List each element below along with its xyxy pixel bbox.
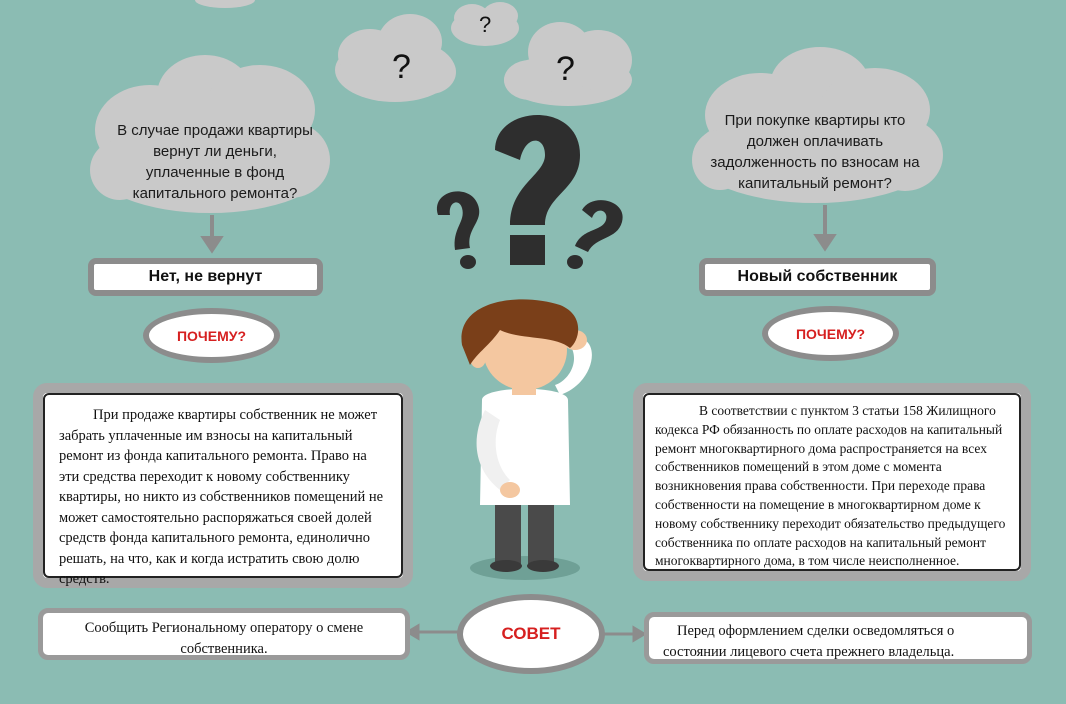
left-answer-box — [88, 258, 323, 296]
arrow-right-tip — [600, 628, 644, 640]
arrow-left-tip — [408, 626, 462, 638]
right-why-label: ПОЧЕМУ? — [795, 325, 866, 342]
left-tip-text: Сообщить Региональному оператору о смене собственника. — [84, 620, 364, 657]
arrow-down-right — [817, 205, 833, 248]
right-explanation-text: В соответствии с пунктом 3 статьи 158 Жилищного кодекса РФ обязанность по оплате расходов на капитальный ремонт многоквартирного дома распространяется на всех собственников помещений в этом доме с момента возникновения права собственности. При переходе права собственности на помещение в многоквартирном доме к новому собственнику переходит обязательство предыдущего собственника по оплате расходов на капитальный ремонт многоквартирного дома, в том числе неисполненное. — [655, 403, 1006, 569]
small-question-mark-left-icon — [437, 191, 479, 269]
advice-oval — [457, 594, 605, 674]
advice-label: СОВЕТ — [501, 624, 561, 643]
small-question-mark-right-icon — [567, 200, 623, 269]
right-question-text: При покупке квартиры кто должен оплачивать задолженность по взносам на капитальный ремонт? — [710, 112, 920, 192]
left-question-text: В случае продажи квартиры вернут ли деньги, уплаченные в фонд капитального ремонта? — [117, 122, 313, 202]
cloud-mark-2: ? — [479, 12, 492, 37]
left-why-label: ПОЧЕМУ? — [176, 327, 247, 344]
cloud-mark-3: ? — [556, 50, 575, 88]
right-why-oval — [762, 306, 899, 361]
left-explanation-text: При продаже квартиры собственник не может забрать уплаченные им взносы на капитальный ремонт из фонда капитального ремонта. Право на эти средства переходит к новому собственнику квартиры, но никто из собственников помещений не может самостоятельно распоряжаться своей долей средств фонда капитального ремонта, единолично решать, на что, как и когда истратить свою долю средств. — [59, 407, 384, 587]
left-tip-box — [38, 608, 410, 660]
thinking-person-illustration — [461, 299, 591, 580]
left-explanation-card — [33, 383, 413, 588]
arrow-down-left — [204, 215, 220, 250]
right-answer-box — [699, 258, 936, 296]
left-why-oval — [143, 308, 280, 363]
big-question-mark-icon — [495, 115, 580, 265]
right-tip-text: Перед оформлением сделки осведомляться о состоянии лицевого счета прежнего владельца. — [663, 623, 955, 660]
cloud-mark-1: ? — [392, 48, 411, 86]
right-explanation-card — [633, 383, 1031, 581]
left-answer-text: Нет, не вернут — [148, 268, 263, 285]
right-answer-text: Новый собственник — [737, 268, 898, 285]
right-tip-box — [644, 612, 1032, 664]
